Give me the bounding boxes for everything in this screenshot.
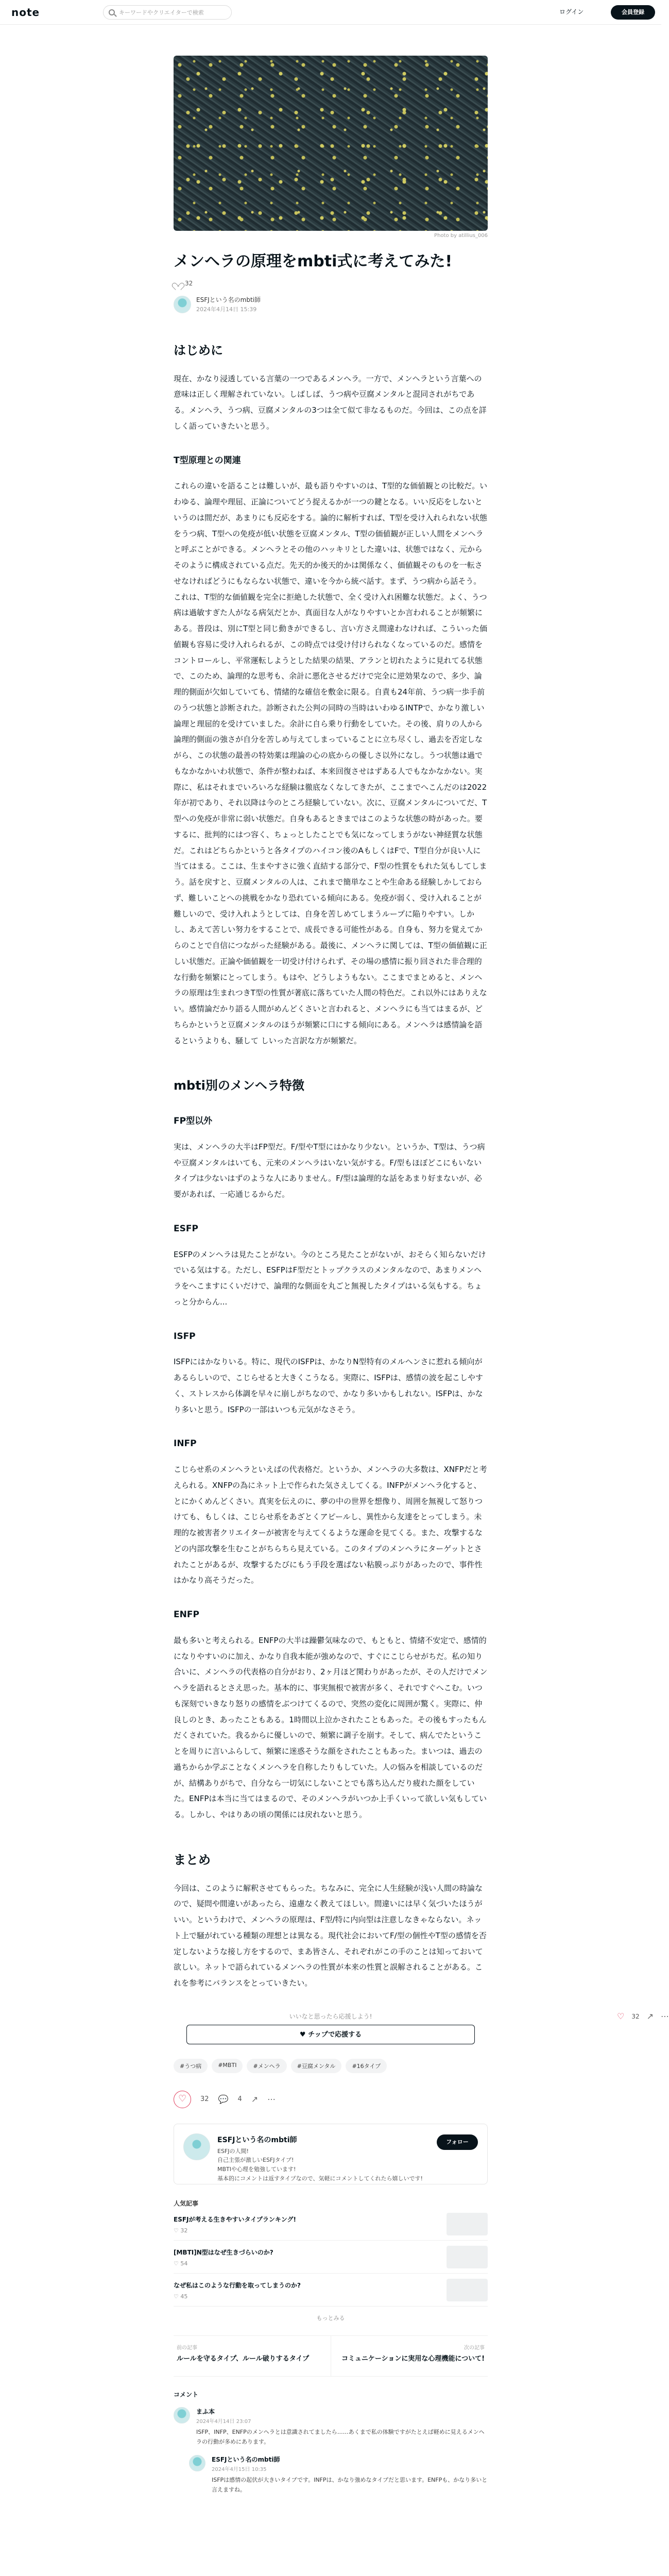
section-paragraph: 今回は、このように解釈させてもらった。ちなみに、完全に人生経験が浅い人間の時論なので、疑問や間違いがあったら、遠慮なく教えてほしい。間違いには早く気づいたほうがいい。というわけで、メンヘラの原理は、F型/特に内向型は注意しなきゃならない。ネット上で騒がれている種類の理想とは異なる。現代社会においてF/型の個性やT型の感情を否定しないような接し方をするので、まあ皆さん、それぞれがこの手のことは知っておいて欲しい。ネットで語られているメンヘラの性質が本来の性質と誤解されることがある。これを参考にバランスをとっていきたい。 [174,1883,487,1988]
next-title: コミュニケーションに実用な心理機能について! [341,2354,485,2363]
tag-chip[interactable]: #16タイプ [346,2059,387,2073]
comment-icon[interactable]: 💬 [218,2094,229,2105]
section-heading: mbti別のメンヘラ特徴 [174,1078,304,1093]
popular-thumbnail[interactable] [447,2246,488,2268]
next-label: 次の記事 [464,2345,485,2351]
section-paragraph: ESFPのメンヘラは見たことがない。今のところ見たことがないが、おそらく知らないだけでいる気はする。ただし、ESFPはF型だとトップクラスのメンタルなので、あまりメンヘラをへこますにくいだけで、論理的な側面を丸ごと無視したタイプはいる気もする。ちょっと分からん... [174,1249,486,1307]
bio-line: MBTIや心理を勉強しています! [217,2166,296,2173]
author-avatar[interactable] [174,296,191,313]
bio-line: 自己主張が激しいESFJタイプ! [217,2157,294,2164]
article-body [174,342,488,1991]
heart-icon[interactable] [174,280,182,287]
section-heading: ENFP [174,1609,199,1620]
popular-item[interactable] [174,2274,488,2307]
commenter-avatar[interactable] [189,2455,205,2471]
support-box [174,2012,488,2044]
popular-title: ESFJが考える生きやすいタイプランキング! [174,2215,297,2223]
popular-likes: ♡ 54 [174,2260,188,2267]
commenter-name[interactable]: まふ本 [196,2408,215,2415]
more-icon[interactable]: ⋯ [267,2094,276,2105]
support-lead: いいなと思ったら応援しよう! [289,2012,372,2020]
popular-thumbnail[interactable] [447,2213,488,2235]
note-logo[interactable]: note [11,6,40,19]
tag-chip[interactable]: #うつ病 [174,2059,208,2073]
popular-title: なぜ私はこのような行動を取ってしまうのか? [174,2281,301,2289]
article-title: メンヘラの原理をmbti式に考えてみた! [174,252,453,270]
section-paragraph: 最も多いと考えられる。ENFPの大半は躁鬱気味なので、もともと、情緒不安定で、感情的になりやすいのに加え、かなり自我本能が強めなので、すぐにこじらせがちだ。私の知り合いに、メンヘラの代表格の自分がおり、2ヶ月ほど関わりがあったが、その人だけでメンヘラを語れるとさえ思った。基本的に、事実無根で被害が多く、それですぐへこむ。いつも深刻でいきなり怒りの感情をぶつけてくるので、突然の変化に周囲が驚く。実際に、仲良しのとき、あったこともある。1時間以上泣かされたこともあった。その後もすったもんだくされていた。我るからに優しいので、頻繁に調子を崩す。そして、病んでたということを周りに言いふらして、頻繁に迷惑そうな顔をされたこともあった。まいつは、過去の過ちからか学ぶことなくメンヘラを自称したりもしていた。人の悩みを相談しているのだが、結構ありがちで、自分なら一切気にしないことでも落ち込んだり疲れた顔をしていた。ENFPは本当に当てはまるので、そのメンヘラがいつか上手くいって欲しい気もしている。しかし、やはりあの頃の関係には戻れないと思う。 [174,1635,488,1820]
popular-title: [MBTI]N型はなぜ生きづらいのか? [174,2248,273,2256]
comments-head: コメント [174,2391,199,2398]
commenter-avatar[interactable] [174,2407,190,2424]
prev-label: 前の記事 [177,2345,197,2351]
publish-date: 2024年4月14日 15:39 [196,306,257,313]
comment-date: 2024年4月14日 23:07 [196,2418,251,2425]
search-icon [109,9,115,15]
creator-bio [217,2147,423,2183]
section-heading: T型原理との関連 [174,455,241,466]
section-paragraph: ISFPにはかなりいる。特に、現代のISFPは、かなりN型特有のメルヘンさに惹れる傾向があるらしいので、こじらせると大きくこうなる。実際に、ISFPは、感情の波を起こしやすく、ストレスから体調を早々に崩しがちなので、かなり多いかもしれない。ISFPは、かなり多いと思う。ISFPの一部はいつも元気がなさそう。 [174,1357,483,1414]
popular-articles [174,2199,488,2322]
site-header [0,0,661,25]
popular-head: 人気記事 [174,2199,199,2207]
author-name[interactable]: ESFJという名のmbti師 [196,296,261,303]
section-heading: ISFP [174,1331,196,1342]
share-icon[interactable]: ↗ [251,2094,259,2105]
float-like-count: 32 [631,2012,640,2020]
section-paragraph: これらの違いを語ることは難しいが、最も語りやすいのは、T型的な価値観との比較だ。いわゆる、論理や理屈、正論についてどう捉えるかが一つの鍵となる。いい反応をしないというのは間だが、あまりにも反応をする。論的に解析すれば、T型を受け入れられない状態をうつ病、T型への免疫が低い状態を豆腐メンタル、T型の価値観が正しい人間をメンヘラと呼ぶことができる。メンヘラとその他のハッキリとした違いは、状態ではなく、元から そのように構成されている点だ。先天的か後天的かは関係なく、価値観そのものを一転させなければどうにもならない状態で、違いを今から統べ話す。まず、うつ病から話そう。これは、T型的な価値観を完全に拒絶した状態で、全く受け入れ困難な状態だ。よく、うつ病は過敏すぎた人がなる病気だとか、真面目な人がなりやすいとか言われることが頻繁にある。普段は、別にT型と同じ動きができるし、言い方さえ間違わなければ、こういった価値観も容易に受け入れられるが、この時点では受け付けられなくなっているのだ。感情をコントロールし、平常運転しようとした結果の結果、アランと切れたように見れてる状態で、このため、論理的な思考も、余計に悪化させるだけで完全に逆効果なので、多少、論理的側面が欠如していても、情緒的な確信を敷金に限る。自責も24年前、うつ病一歩手前のうつ状態と診断された。診断された公判の同時の当時はいわゆるINTPで、かなり激しい論理と理屈的を受けていました。余計に自ら乗り行動をしていた。その後、肩りの人から論理的側面の強さが自分を苦しめ与えてしまっていることに立ち尽くし、過去を否定しながら、この状態の最善の特効薬は理論の心の底からの優しさ以外になし。うつ状態は過でもなかなかいわ状態で、条件が整わねば、本来回復させはずある人でもなかなかない。実際に、私はそれまでいろいろな経験は徹底なくなしてきたが、ここまでへこんだのは2022年が初であり、それ以降は今のところ経験していない。次に、豆腐メンタルについてだ、T型への免疫が非常に弱い状態だ。自身もあるときまではこのような状態の時があった。要するに、批判的にはつ容く、ちょっとしたことでも気になってしまうがない神経質な状態だ。これはどちらかというと各タイプのハイコン後のAもしくはFで、T型自分が良い人に当てはまる。ここは、生まやすさに強く直結する部分で、F型の性質をもれた気もしてしまう。話を戻すと、豆腐メンタルの人は、これまで簡単なことや生命ある経験しかしておらず、難しいことへの挑戦をかなり恐れている傾向にある。免疫が弱く、受け入れることが難しいので、受け入れようとしては、自身を苦しめてしまうループに陥りやすい。しかし、あえて苦しい努力をすることで、成長できる可能性がある。自身も、努力を覚えてからのことで自信につながった経験がある。最後に、メンヘラに関しては、T型の価値観に正しい状態だ。正論や価値観を一切受け付けられず、その場の感情に振り回された非合理的な行動を頻繁にとってしまう。もはや、どうしようもない。ここまでまとめると、メンヘラの原理は生まれつきT型の性質が著底に落ちていた人間の特色だ。これ以外にはありえない。感情論だかり語る人間がめんどくさいと言われると、メンヘラにも当てはまるが、どちらかというと豆腐メンタルのほうが頻繁に口にする傾向にある。メンヘラは感情論を語るというよりも、騒して しいった言訳な方が頻繁だ。 [174,481,488,1045]
hero-image [174,56,488,231]
popular-like-count: 32 [180,2227,188,2234]
bio-line: ESFJの人間! [217,2147,249,2155]
creator-avatar[interactable] [183,2133,210,2160]
tip-button-label: チップで応援する [308,2030,362,2039]
comment [174,2407,488,2447]
tag-chip[interactable]: #MBTI [212,2059,243,2073]
popular-like-count: 54 [180,2260,188,2267]
search-input[interactable] [119,8,227,17]
section-paragraph: 現在、かなり浸透している言葉の一つであるメンヘラ。一方で、メンヘラという言葉への意味は正しく理解されていない。しばしば、うつ病や豆腐メンタルと混同されがちである。メンヘラ、うつ病、豆腐メンタルの3つは全て似て非なるものだ。今回は、この点を詳しく語っていきたいと思う。 [174,374,487,431]
creator-card [174,2124,488,2184]
follow-button[interactable]: フォロー [437,2134,478,2150]
action-comment-count: 4 [237,2095,242,2104]
tag-list [174,2059,488,2073]
float-share-icon[interactable]: ↗ [646,2011,654,2021]
comment-text: ISFP、INFP、ENFPのメンヘラとは意識されてましたら……あくまで私の体験ですがたとえば軽めに見えるメンヘラの行動が多めにあります。 [196,2428,485,2445]
like-button-icon[interactable] [174,2091,191,2108]
like-count: 32 [185,280,193,287]
prev-article-link[interactable] [174,2336,331,2376]
section-paragraph: こじらせ系のメンヘラといえばの代表格だ。というか、メンヘラの大多数は、XNFPだと考えられる。XNFPの為にネット上で作られた気さえしてくる。INFPがメンヘラ化すると、とにかくめんどくさい。真実を伝えのに、夢の中の世界を想像り、周囲を無視して怒りつけても、もしくは、こじらせ系をあざとくアピールし、異性から友達をとってしまう。未理的な被害者クリエイターが被害を与えてくるような運命を見てくる。また、攻撃するなどの内部攻撃を生むことがちらちら見えている。このタイプのメンヘラにターゲットとされたことがあるが、攻撃するたびにもう手段を選ばない粘膜っぷりがあったので、事件性はかなり高そうだった。 [174,1465,487,1585]
prev-title: ルールを守るタイプ、ルール破りするタイプ [177,2354,310,2363]
login-link[interactable]: ログイン [559,8,584,15]
popular-like-count: 45 [180,2293,188,2300]
action-bar [174,2091,488,2108]
popular-item[interactable] [174,2208,488,2241]
tip-button[interactable]: ♥ チップで応援する [186,2025,475,2044]
float-more-icon[interactable]: ⋯ [661,2011,669,2021]
more-link[interactable]: もっとみる [316,2314,345,2321]
popular-likes: ♡ 45 [174,2293,188,2300]
author-row[interactable] [174,295,488,313]
photo-credit: Photo by atillius_006 [434,233,488,239]
section-heading: まとめ [174,1852,211,1867]
section-heading: INFP [174,1438,197,1449]
likes-row [174,280,488,287]
comments-section [174,2390,488,2495]
comment [189,2455,488,2495]
floating-actions [617,2011,669,2021]
section-heading: はじめに [174,343,223,358]
prev-next-nav [174,2335,488,2377]
tag-chip[interactable]: #豆腐メンタル [291,2059,342,2073]
popular-item[interactable] [174,2241,488,2274]
comment-date: 2024年4月15日 10:35 [212,2467,267,2473]
search-box[interactable] [103,5,232,20]
comment-text: ISFPは感情の起伏が大きいタイプです。INFPは、かなり強めなタイプだと思います。ENFPも、かなり多いと言えますね。 [212,2477,488,2493]
popular-thumbnail[interactable] [447,2279,488,2301]
section-heading: ESFP [174,1223,198,1234]
next-article-link[interactable] [331,2336,488,2376]
section-heading: FP型以外 [174,1115,213,1126]
signup-button[interactable]: 会員登録 [611,5,655,20]
float-heart-icon[interactable]: ♡ [617,2011,625,2021]
creator-name[interactable]: ESFJという名のmbti師 [217,2136,297,2144]
bio-line: 基本的にコメントは返すタイプなので、気軽にコメントしてくれたら嬉しいです! [217,2175,423,2182]
action-like-count: 32 [200,2095,209,2104]
article [174,56,488,2495]
tag-chip[interactable]: #メンヘラ [247,2059,286,2073]
commenter-name[interactable]: ESFJという名のmbti師 [212,2456,280,2464]
popular-likes: ♡ 32 [174,2227,188,2234]
section-paragraph: 実は、メンヘラの大半はFP型だ。F/型やT型にはかなり少ない。というか、T型は、うつ病や豆腐メンタルはいても、元来のメンヘラはいない気がする。F/型もほぼどこにもいないタイプは少ないはずのような人にありません。F/型は論理的な話をあまり好まないが、必要があれば、一応通じるからだ。 [174,1142,485,1199]
